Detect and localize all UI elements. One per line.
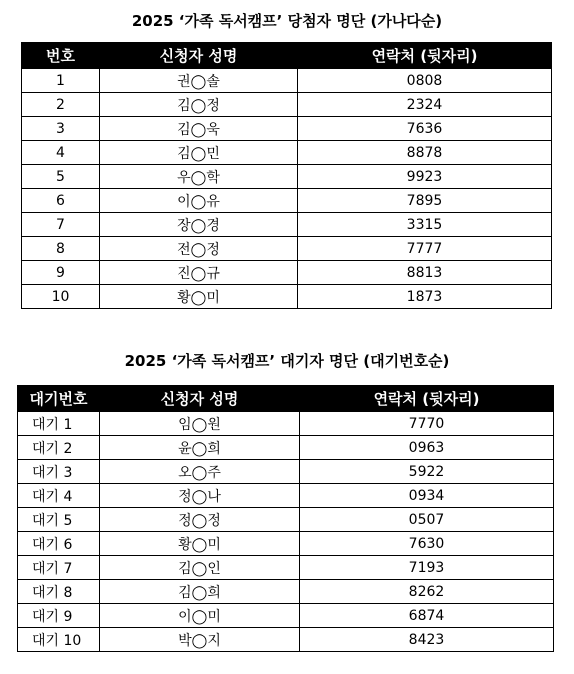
wait-contact: 7193 xyxy=(300,556,554,580)
winner-contact: 0808 xyxy=(298,69,552,93)
wait-name: 황◯미 xyxy=(100,532,300,556)
winner-contact: 7777 xyxy=(298,237,552,261)
wait-number: 대기 5 xyxy=(18,508,100,532)
winner-name: 장◯경 xyxy=(100,213,298,237)
wait-name: 이◯미 xyxy=(100,604,300,628)
table-row xyxy=(18,532,554,556)
wait-contact: 0507 xyxy=(300,508,554,532)
winner-contact: 8813 xyxy=(298,261,552,285)
wait-contact: 5922 xyxy=(300,460,554,484)
wait-number: 대기 3 xyxy=(18,460,100,484)
table-row xyxy=(18,604,554,628)
wait-number: 대기 4 xyxy=(18,484,100,508)
wait-name: 김◯희 xyxy=(100,580,300,604)
wait-contact: 7630 xyxy=(300,532,554,556)
winner-number: 7 xyxy=(22,213,100,237)
wait-number: 대기 1 xyxy=(18,412,100,436)
wait-contact: 6874 xyxy=(300,604,554,628)
winner-number: 10 xyxy=(22,285,100,309)
table-row xyxy=(18,508,554,532)
wait-number: 대기 10 xyxy=(18,628,100,652)
table-row xyxy=(18,556,554,580)
table-row xyxy=(22,93,552,117)
table-row xyxy=(18,460,554,484)
winners-title: 2025 ‘가족 독서캠프’ 당첨자 명단 (가나다순) xyxy=(131,12,443,30)
winner-number: 9 xyxy=(22,261,100,285)
winner-name: 황◯미 xyxy=(100,285,298,309)
table-row xyxy=(18,484,554,508)
winner-number: 1 xyxy=(22,69,100,93)
column-header-contact: 연락처 (뒷자리) xyxy=(300,386,554,412)
winner-contact: 8878 xyxy=(298,141,552,165)
winner-number: 5 xyxy=(22,165,100,189)
table-row xyxy=(22,117,552,141)
table-row xyxy=(22,69,552,93)
winner-number: 4 xyxy=(22,141,100,165)
wait-contact: 7770 xyxy=(300,412,554,436)
table-row xyxy=(22,237,552,261)
wait-number: 대기 7 xyxy=(18,556,100,580)
winner-name: 진◯규 xyxy=(100,261,298,285)
wait-name: 정◯정 xyxy=(100,508,300,532)
column-header-name: 신청자 성명 xyxy=(100,43,298,69)
waitlist-table xyxy=(17,385,554,652)
column-header-wait-number: 대기번호 xyxy=(18,386,100,412)
winners-table xyxy=(21,42,552,309)
table-row xyxy=(18,436,554,460)
table-row xyxy=(22,261,552,285)
winner-contact: 7895 xyxy=(298,189,552,213)
wait-name: 박◯지 xyxy=(100,628,300,652)
column-header-name: 신청자 성명 xyxy=(100,386,300,412)
wait-number: 대기 9 xyxy=(18,604,100,628)
winners-header-row xyxy=(22,43,552,69)
column-header-contact: 연락처 (뒷자리) xyxy=(298,43,552,69)
winner-name: 김◯민 xyxy=(100,141,298,165)
winner-name: 이◯유 xyxy=(100,189,298,213)
wait-number: 대기 2 xyxy=(18,436,100,460)
winner-name: 김◯욱 xyxy=(100,117,298,141)
column-header-number: 번호 xyxy=(22,43,100,69)
winner-name: 전◯정 xyxy=(100,237,298,261)
table-row xyxy=(22,165,552,189)
table-row xyxy=(18,628,554,652)
winner-number: 6 xyxy=(22,189,100,213)
table-row xyxy=(22,141,552,165)
table-row xyxy=(18,580,554,604)
wait-number: 대기 8 xyxy=(18,580,100,604)
winner-contact: 1873 xyxy=(298,285,552,309)
wait-contact: 0963 xyxy=(300,436,554,460)
table-row xyxy=(22,285,552,309)
wait-contact: 0934 xyxy=(300,484,554,508)
winner-number: 2 xyxy=(22,93,100,117)
winner-name: 권◯솔 xyxy=(100,69,298,93)
wait-name: 정◯나 xyxy=(100,484,300,508)
table-row xyxy=(22,213,552,237)
waitlist-title: 2025 ‘가족 독서캠프’ 대기자 명단 (대기번호순) xyxy=(124,352,450,370)
waitlist-header-row xyxy=(18,386,554,412)
winner-contact: 9923 xyxy=(298,165,552,189)
wait-name: 임◯원 xyxy=(100,412,300,436)
winner-contact: 7636 xyxy=(298,117,552,141)
winner-name: 우◯학 xyxy=(100,165,298,189)
winner-contact: 3315 xyxy=(298,213,552,237)
wait-contact: 8423 xyxy=(300,628,554,652)
winner-name: 김◯정 xyxy=(100,93,298,117)
table-row xyxy=(18,412,554,436)
wait-name: 김◯인 xyxy=(100,556,300,580)
table-row xyxy=(22,189,552,213)
wait-name: 오◯주 xyxy=(100,460,300,484)
winner-number: 3 xyxy=(22,117,100,141)
wait-number: 대기 6 xyxy=(18,532,100,556)
winner-number: 8 xyxy=(22,237,100,261)
winner-contact: 2324 xyxy=(298,93,552,117)
wait-contact: 8262 xyxy=(300,580,554,604)
wait-name: 윤◯희 xyxy=(100,436,300,460)
